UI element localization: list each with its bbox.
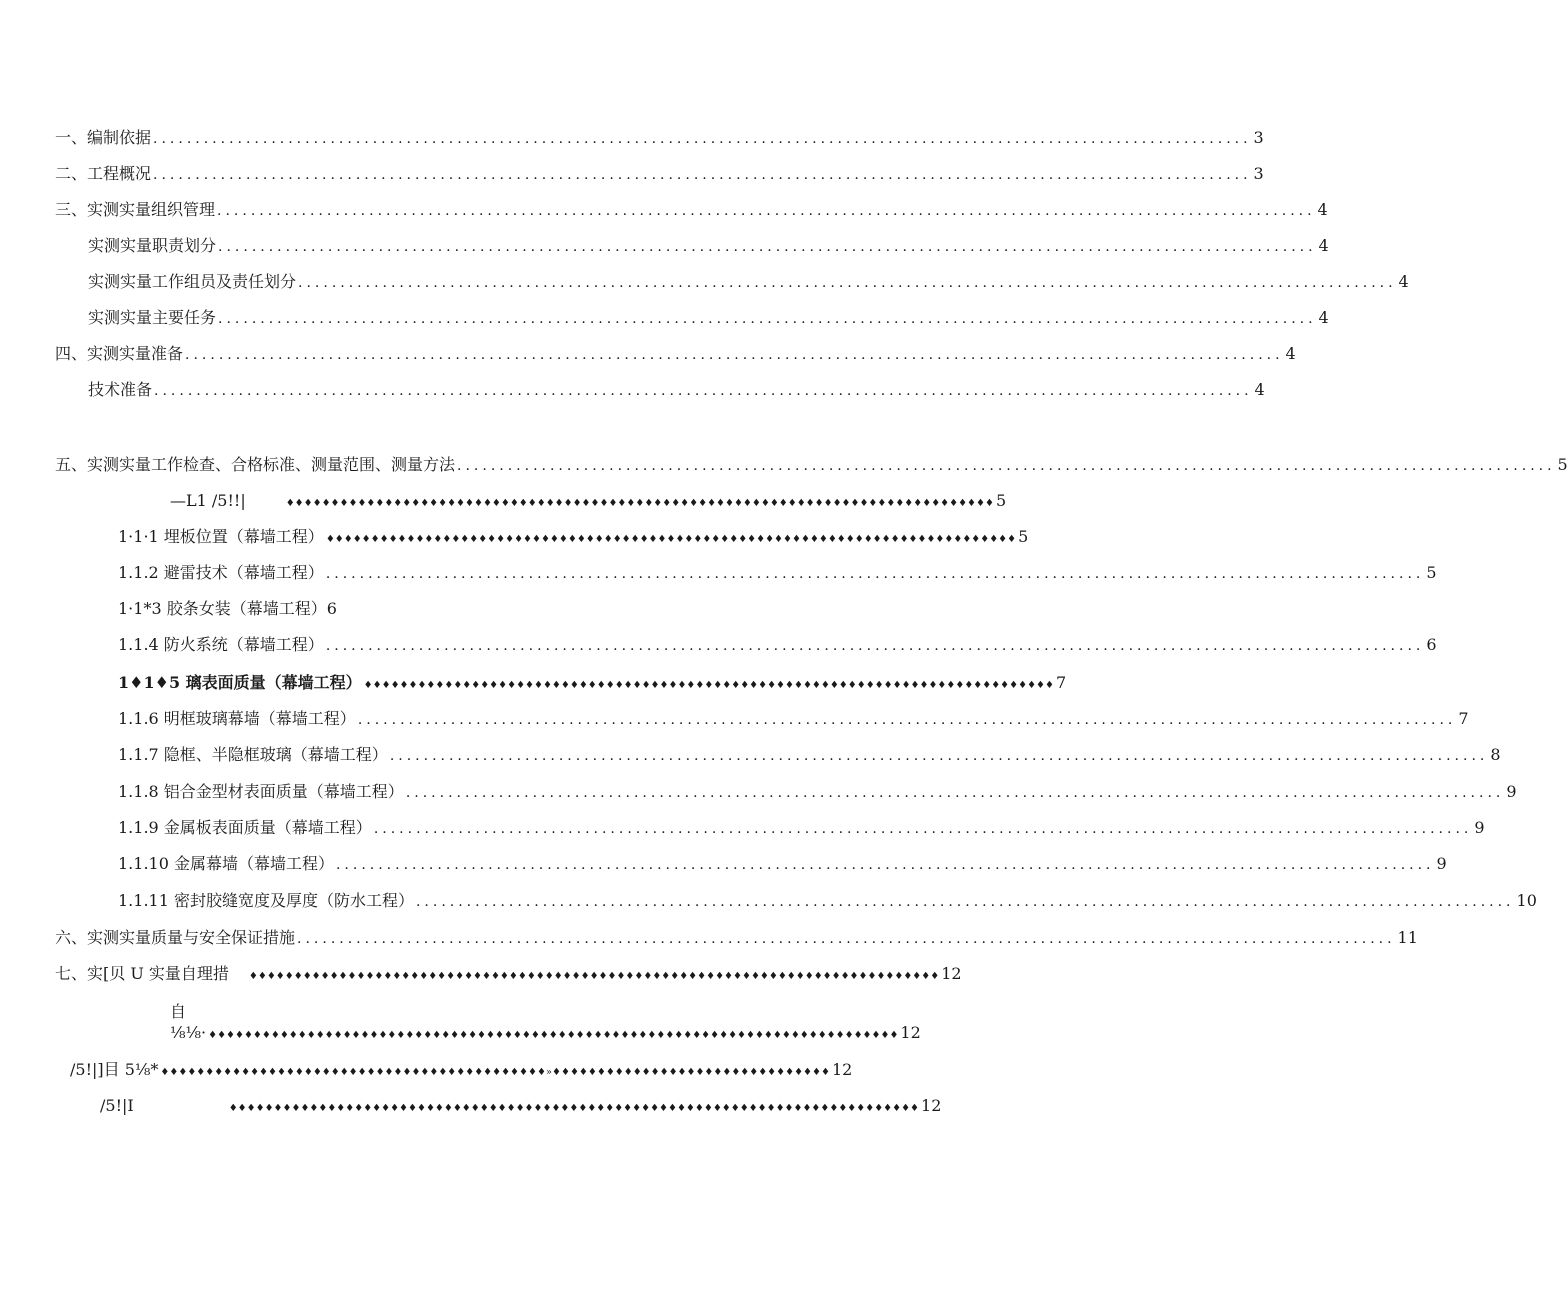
- dot-leader: ..................................................................................................................................: [335, 857, 1435, 873]
- toc-entry-page: 4: [1318, 236, 1329, 255]
- toc-entry[interactable]: [55, 926, 1418, 950]
- toc-entry[interactable]: [88, 378, 1265, 402]
- toc-entry[interactable]: [55, 453, 1568, 477]
- toc-entry-label: 1.1.8 铝合金型材表面质量（幕墙工程）: [118, 782, 404, 801]
- toc-entry-page: 4: [1318, 308, 1329, 327]
- toc-entry-label: 五、实测实量工作检查、合格标准、测量范围、测量方法: [55, 455, 456, 474]
- dot-leader: ..................................................................................................................................: [405, 785, 1505, 801]
- diamond-leader: ♦♦♦♦♦♦♦♦♦♦♦♦♦♦♦♦♦♦♦♦♦♦♦♦♦♦♦♦♦♦♦♦♦♦♦♦♦♦♦♦♦♦♦♦♦♦♦♦♦♦♦♦♦♦♦♦♦♦♦♦♦♦♦♦♦♦♦♦♦♦♦♦♦♦♦♦♦: [228, 1103, 920, 1114]
- toc-entry-page: 4: [1254, 380, 1265, 399]
- toc-entry[interactable]: [118, 525, 1029, 549]
- toc-entry-label: 1♦1♦5 璃表面质量（幕墙工程）: [118, 673, 362, 692]
- toc-entry[interactable]: [118, 743, 1501, 767]
- toc-entry-page: 12: [900, 1023, 921, 1042]
- toc-entry-page: 4: [1285, 344, 1296, 363]
- toc-entry[interactable]: [55, 162, 1264, 186]
- toc-entry-label: 自: [170, 1002, 187, 1021]
- toc-entry-label: 四、实测实量准备: [55, 344, 184, 363]
- toc-entry-page: 10: [1516, 891, 1537, 910]
- toc-entry[interactable]: [118, 633, 1437, 657]
- toc-entry[interactable]: [118, 597, 518, 621]
- toc-entry[interactable]: [118, 816, 1485, 840]
- diamond-leader: ♦♦♦♦♦♦♦♦♦♦♦♦♦♦♦♦♦♦♦♦♦♦♦♦♦♦♦♦♦♦♦♦♦♦♦♦♦♦♦♦♦♦♦♦♦♦♦♦♦♦♦♦♦♦♦♦♦♦♦♦♦♦♦♦♦♦♦♦♦♦♦♦♦♦♦♦♦: [325, 534, 1017, 545]
- toc-entry-page: 5: [1426, 563, 1437, 582]
- toc-entry[interactable]: [118, 889, 1537, 913]
- diamond-leader: ♦♦♦♦♦♦♦♦♦♦♦♦♦♦♦♦♦♦♦♦♦♦♦♦♦♦♦♦♦♦♦♦♦♦♦♦♦♦♦♦♦♦♦♦♦♦♦♦♦♦♦♦♦♦♦♦♦♦♦♦♦♦♦♦♦♦♦♦♦♦♦♦♦♦♦♦♦: [208, 1030, 899, 1041]
- toc-entry[interactable]: [88, 234, 1329, 258]
- toc-entry-page: 9: [1436, 854, 1447, 873]
- toc-entry-page: 5: [1018, 527, 1029, 546]
- toc-entry-label: ⅛⅛·: [170, 1023, 207, 1042]
- dot-leader: ..................................................................................................................................: [325, 566, 1425, 582]
- toc-entry-page: 5: [995, 491, 1007, 510]
- toc-entry-page: 9: [1506, 782, 1517, 801]
- toc-entry-page: 6: [1426, 635, 1437, 654]
- diamond-leader: ♦♦♦♦♦♦♦♦♦♦♦♦♦♦♦♦♦♦♦♦♦♦♦♦♦♦♦♦♦♦♦♦♦♦♦♦♦♦♦♦♦♦♦»♦♦♦♦♦♦♦♦♦♦♦♦♦♦♦♦♦♦♦♦♦♦♦♦♦♦♦♦♦♦♦: [160, 1067, 830, 1078]
- toc-entry[interactable]: [100, 1094, 942, 1118]
- toc-entry-page: 12: [921, 1096, 942, 1115]
- diamond-leader: ♦♦♦♦♦♦♦♦♦♦♦♦♦♦♦♦♦♦♦♦♦♦♦♦♦♦♦♦♦♦♦♦♦♦♦♦♦♦♦♦♦♦♦♦♦♦♦♦♦♦♦♦♦♦♦♦♦♦♦♦♦♦♦♦♦♦♦♦♦♦♦♦♦♦♦♦♦: [363, 680, 1054, 691]
- toc-entry[interactable]: [88, 306, 1329, 330]
- toc-entry-label: 实测实量职责划分: [88, 236, 217, 255]
- toc-entry[interactable]: [118, 671, 1067, 695]
- toc-entry-label: —L1 /5!!|: [170, 491, 246, 510]
- toc-entry-page: 12: [831, 1060, 853, 1079]
- toc-entry-label: 1.1.7 隐框、半隐框玻璃（幕墙工程）: [118, 745, 388, 764]
- dot-leader: ..................................................................................................................................: [298, 275, 1397, 291]
- toc-entry[interactable]: [70, 1058, 853, 1082]
- dot-leader: ..................................................................................................................................: [457, 458, 1556, 474]
- toc-entry[interactable]: [55, 198, 1328, 222]
- toc-entry-page: 7: [1055, 673, 1067, 692]
- toc-entry-page: 9: [1474, 818, 1485, 837]
- toc-entry[interactable]: [55, 342, 1296, 366]
- toc-entry-label: /5!|I: [100, 1096, 134, 1115]
- dot-leader: ..................................................................................................................................: [153, 131, 1252, 147]
- toc-entry[interactable]: [118, 561, 1437, 585]
- toc-entry-label: /5!|]目 5⅛*: [70, 1060, 159, 1079]
- toc-entry-label: 1·1*3 胶条女装（幕墙工程）6: [118, 599, 337, 618]
- toc-entry-page: 4: [1317, 200, 1328, 219]
- toc-entry-label: 1.1.11 密封胶缝宽度及厚度（防水工程）: [118, 891, 414, 910]
- diamond-leader: ♦♦♦♦♦♦♦♦♦♦♦♦♦♦♦♦♦♦♦♦♦♦♦♦♦♦♦♦♦♦♦♦♦♦♦♦♦♦♦♦♦♦♦♦♦♦♦♦♦♦♦♦♦♦♦♦♦♦♦♦♦♦♦♦♦♦♦♦♦♦♦♦♦♦♦♦♦: [248, 971, 940, 982]
- dot-leader: ..................................................................................................................................: [415, 894, 1515, 910]
- toc-entry-page: 11: [1397, 928, 1418, 947]
- toc-entry-label: 1.1.9 金属板表面质量（幕墙工程）: [118, 818, 372, 837]
- toc-entry-label: 一、编制依据: [55, 128, 152, 147]
- toc-entry-label: 1.1.2 避雷技术（幕墙工程）: [118, 563, 324, 582]
- diamond-leader: ♦♦♦♦♦♦♦♦♦♦♦♦♦♦♦♦♦♦♦♦♦♦♦♦♦♦♦♦♦♦♦♦♦♦♦♦♦♦♦♦♦♦♦♦♦♦♦♦♦♦♦♦♦♦♦♦♦♦♦♦♦♦♦♦♦♦♦♦♦♦♦♦♦♦♦♦♦♦♦: [285, 498, 994, 509]
- toc-entry[interactable]: [55, 126, 1264, 150]
- toc-entry[interactable]: [118, 780, 1517, 804]
- toc-entry-page: 5: [1557, 455, 1568, 474]
- toc-entry[interactable]: [118, 707, 1469, 731]
- toc-entry-label: 实测实量主要任务: [88, 308, 217, 327]
- toc-entry-page: 7: [1458, 709, 1469, 728]
- dot-leader: ..................................................................................................................................: [154, 383, 1253, 399]
- toc-entry-label: 七、实[贝 U 实量自理措: [55, 964, 229, 983]
- dot-leader: ..................................................................................................................................: [389, 748, 1489, 764]
- toc-entry-page: 8: [1490, 745, 1501, 764]
- dot-leader: ..................................................................................................................................: [218, 311, 1317, 327]
- dot-leader: ..................................................................................................................................: [297, 931, 1396, 947]
- toc-entry-page: 4: [1398, 272, 1409, 291]
- dot-leader: ..................................................................................................................................: [357, 712, 1457, 728]
- dot-leader: ..................................................................................................................................: [217, 203, 1316, 219]
- toc-entry-label: 1·1·1 埋板位置（幕墙工程）: [118, 527, 324, 546]
- dot-leader: ..................................................................................................................................: [185, 347, 1284, 363]
- toc-entry[interactable]: [170, 1021, 921, 1045]
- toc-entry-label: 技术准备: [88, 380, 153, 399]
- dot-leader: ..................................................................................................................................: [325, 638, 1425, 654]
- toc-entry-page: 3: [1253, 164, 1264, 183]
- toc-entry-label: 三、实测实量组织管理: [55, 200, 216, 219]
- toc-entry[interactable]: [55, 962, 962, 986]
- toc-entry-label: 1.1.10 金属幕墙（幕墙工程）: [118, 854, 334, 873]
- toc-entry-label: 实测实量工作组员及责任划分: [88, 272, 297, 291]
- toc-entry[interactable]: [118, 852, 1447, 876]
- toc-entry-label: 1.1.6 明框玻璃幕墙（幕墙工程）: [118, 709, 356, 728]
- dot-leader: ..................................................................................................................................: [373, 821, 1473, 837]
- toc-entry-label: 六、实测实量质量与安全保证措施: [55, 928, 296, 947]
- toc-entry-page: 12: [941, 964, 962, 983]
- dot-leader: ..................................................................................................................................: [218, 239, 1317, 255]
- toc-entry-page: 3: [1253, 128, 1264, 147]
- dot-leader: ..................................................................................................................................: [153, 167, 1252, 183]
- toc-entry[interactable]: [88, 270, 1409, 294]
- toc-entry-label: 二、工程概况: [55, 164, 152, 183]
- toc-entry-label: 1.1.4 防火系统（幕墙工程）: [118, 635, 324, 654]
- toc-entry[interactable]: [170, 489, 1007, 513]
